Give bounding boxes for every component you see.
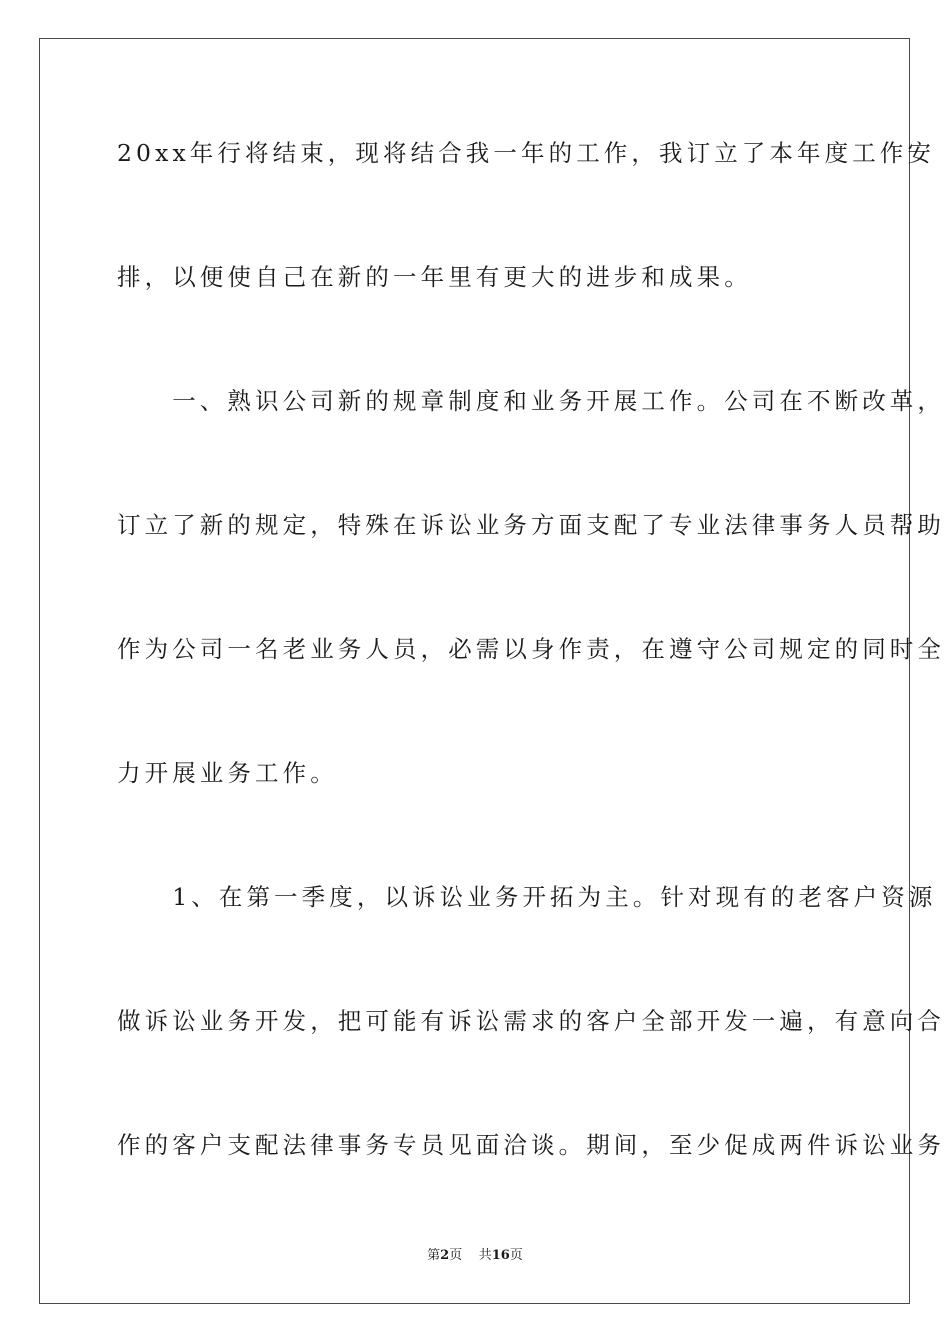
page-border bbox=[39, 38, 945, 1304]
text-line-9: 作的客户支配法律事务专员见面洽谈。期间，至少促成两件诉讼业务 bbox=[117, 1131, 945, 1159]
current-page-number: 2 bbox=[440, 1248, 450, 1263]
page-mid-text: 页 共 bbox=[449, 1248, 492, 1263]
text-line-6: 力开展业务工作。 bbox=[117, 759, 338, 787]
text-line-1: 20xx年行将结束，现将结合我一年的工作，我订立了本年度工作安 bbox=[117, 139, 936, 167]
text-line-5: 作为公司一名老业务人员，必需以身作责，在遵守公司规定的同时全 bbox=[117, 635, 945, 663]
text-line-8: 做诉讼业务开发，把可能有诉讼需求的客户全部开发一遍，有意向合 bbox=[117, 1007, 945, 1035]
text-line-2: 排，以便使自己在新的一年里有更大的进步和成果。 bbox=[117, 263, 752, 291]
text-line-7: 1、在第一季度，以诉讼业务开拓为主。针对现有的老客户资源 bbox=[117, 883, 937, 911]
text-line-3: 一、熟识公司新的规章制度和业务开展工作。公司在不断改革， bbox=[117, 387, 945, 415]
page-prefix: 第 bbox=[427, 1248, 441, 1263]
text-line-4: 订立了新的规定，特殊在诉讼业务方面支配了专业法律事务人员帮助 bbox=[117, 511, 945, 539]
total-page-number: 16 bbox=[491, 1248, 510, 1263]
page-number-footer bbox=[0, 1247, 950, 1265]
page-suffix: 页 bbox=[509, 1248, 523, 1263]
